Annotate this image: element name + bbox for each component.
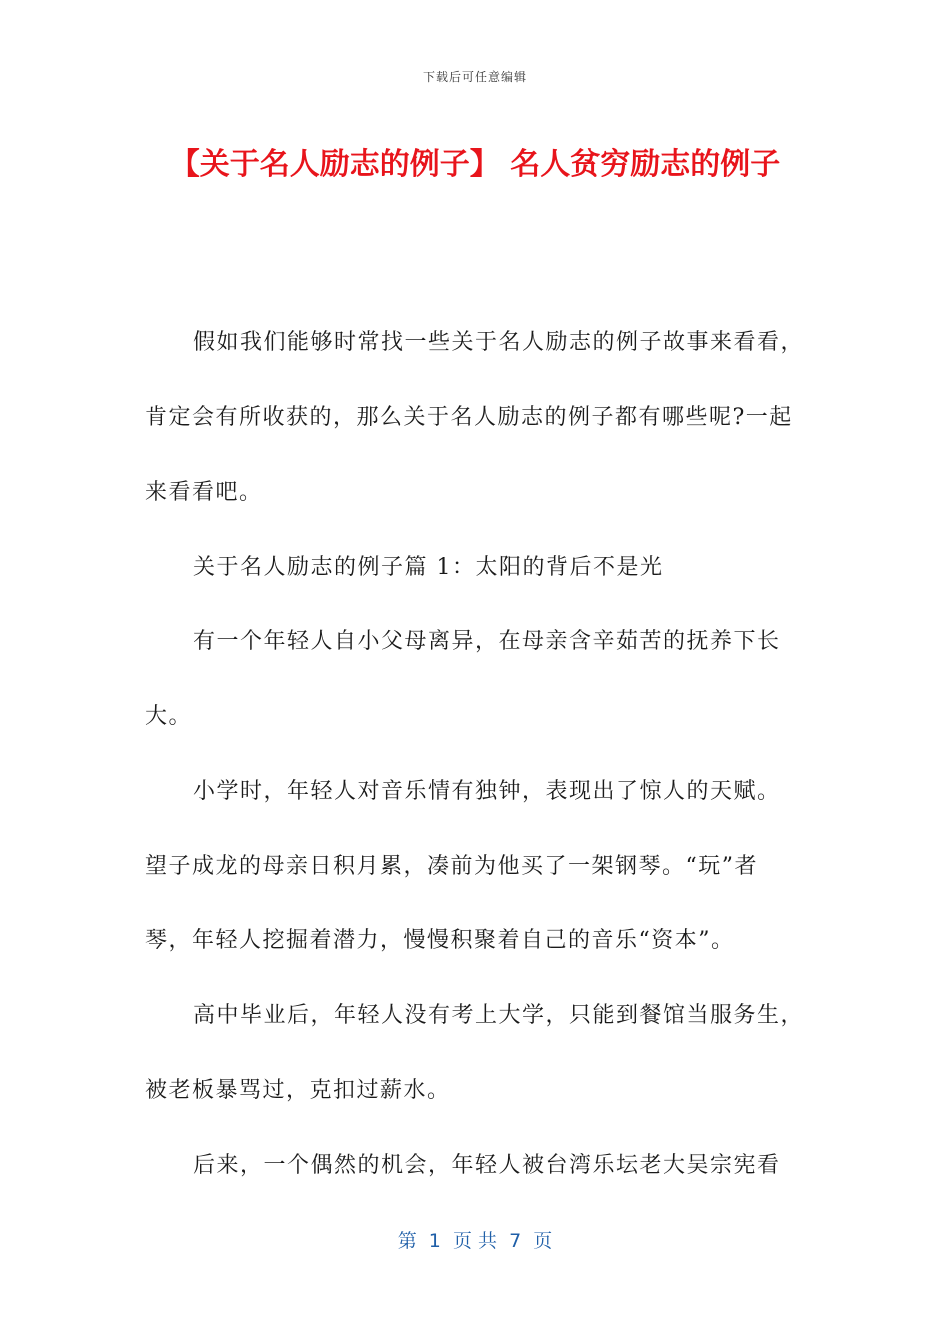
paragraph-line: 琴，年轻人挖掘着潜力，慢慢积聚着自己的音乐“资本”。 <box>145 928 735 953</box>
paragraph-line: 望子成龙的母亲日积月累，凑前为他买了一架钢琴。“玩”者 <box>145 854 758 879</box>
paragraph-line: 来看看吧。 <box>145 480 263 505</box>
paragraph-line: 大。 <box>145 704 193 729</box>
paragraph-line: 后来，一个偶然的机会，年轻人被台湾乐坛老大吴宗宪看 <box>193 1153 781 1178</box>
paragraph-line: 小学时，年轻人对音乐情有独钟，表现出了惊人的天赋。 <box>193 779 781 804</box>
paragraph-line: 肯定会有所收获的，那么关于名人励志的例子都有哪些呢?一起 <box>145 405 793 430</box>
paragraph-line: 有一个年轻人自小父母离异，在母亲含辛茹苦的抚养下长 <box>193 629 781 654</box>
paragraph-line: 假如我们能够时常找一些关于名人励志的例子故事来看看， <box>193 330 805 355</box>
download-note: 下载后可任意编辑 <box>422 70 527 84</box>
page-title: 【关于名人励志的例子】 名人贫穷励志的例子 <box>169 147 781 182</box>
section-heading: 关于名人励志的例子篇 1：太阳的背后不是光 <box>193 555 664 580</box>
paragraph-line: 高中毕业后，年轻人没有考上大学，只能到餐馆当服务生， <box>193 1003 805 1028</box>
page-number: 第 1 页 共 7 页 <box>397 1230 553 1252</box>
paragraph-line: 被老板暴骂过，克扣过薪水。 <box>145 1078 451 1103</box>
